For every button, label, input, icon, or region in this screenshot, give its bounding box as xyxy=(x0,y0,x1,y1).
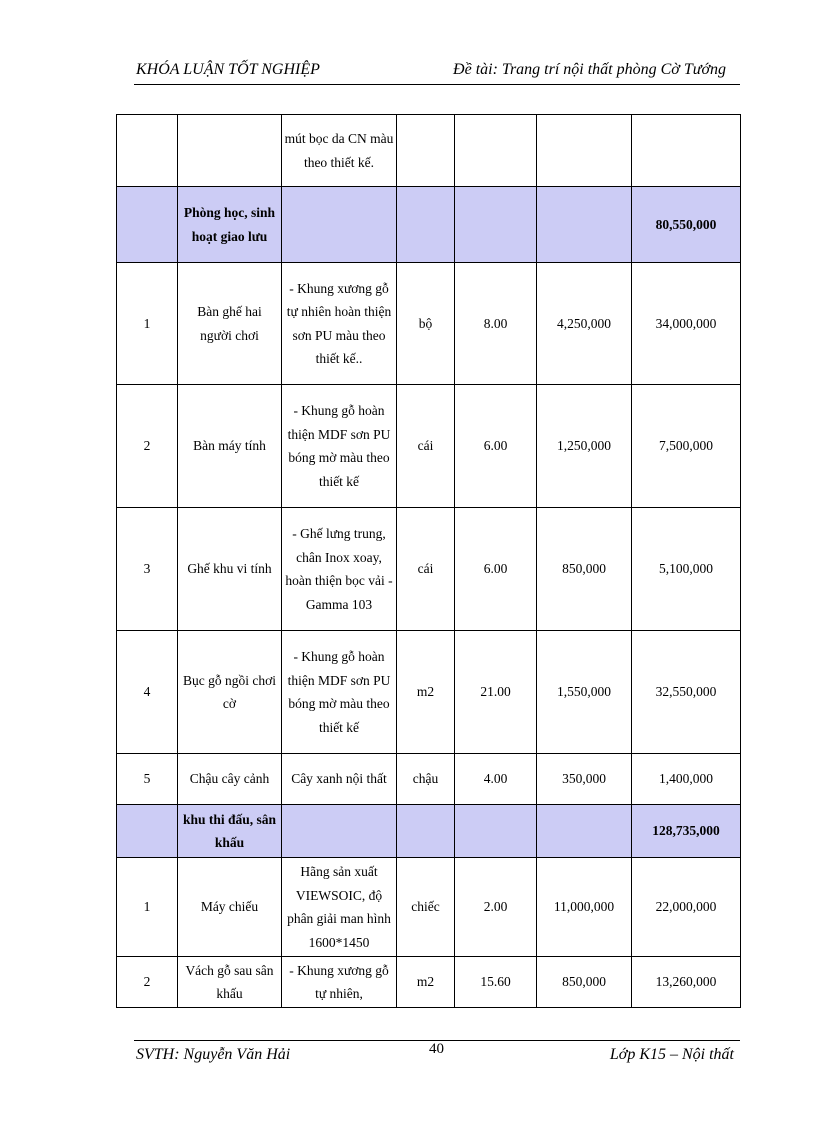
page-footer xyxy=(134,1040,740,1069)
cell-price: 4,250,000 xyxy=(537,263,632,385)
cell-unit: m2 xyxy=(397,631,455,754)
table-row xyxy=(117,631,741,754)
cell-price: 850,000 xyxy=(537,957,632,1008)
cell-name: Vách gỗ sau sân khấu xyxy=(178,957,282,1008)
cell-total: 1,400,000 xyxy=(632,754,741,805)
cell-no: 2 xyxy=(117,385,178,508)
cell-total: 34,000,000 xyxy=(632,263,741,385)
cell-no xyxy=(117,805,178,858)
cell-name: Chậu cây cảnh xyxy=(178,754,282,805)
cell-name: Bàn ghế hai người chơi xyxy=(178,263,282,385)
cell-qty: 15.60 xyxy=(455,957,537,1008)
cell-desc: - Ghế lưng trung, chân Inox xoay, hoàn thiện bọc vải - Gamma 103 xyxy=(282,508,397,631)
table-row xyxy=(117,385,741,508)
header-topic: Đề tài: Trang trí nội thất phòng Cờ Tướng xyxy=(453,61,726,78)
cell-price: 350,000 xyxy=(537,754,632,805)
cell-name: Phòng học, sinh hoạt giao lưu xyxy=(178,187,282,263)
cell-desc: - Khung gỗ hoàn thiện MDF sơn PU bóng mờ màu theo thiết kế xyxy=(282,631,397,754)
cell-price xyxy=(537,187,632,263)
cell-qty: 8.00 xyxy=(455,263,537,385)
cell-unit xyxy=(397,187,455,263)
cell-name: Bục gỗ ngồi chơi cờ xyxy=(178,631,282,754)
cell-total: 22,000,000 xyxy=(632,858,741,957)
cell-desc xyxy=(282,805,397,858)
cell-unit: chiếc xyxy=(397,858,455,957)
cell-qty xyxy=(455,187,537,263)
cell-price: 11,000,000 xyxy=(537,858,632,957)
cell-unit: cái xyxy=(397,508,455,631)
cell-total xyxy=(632,115,741,187)
table-row xyxy=(117,957,741,1008)
cell-desc: - Khung xương gỗ tự nhiên hoàn thiện sơn PU màu theo thiết kế.. xyxy=(282,263,397,385)
cell-price xyxy=(537,805,632,858)
cell-no xyxy=(117,115,178,187)
cell-name: khu thi đấu, sân khấu xyxy=(178,805,282,858)
footer-student: SVTH: Nguyễn Văn Hải xyxy=(136,1046,291,1063)
cell-desc: - Khung gỗ hoàn thiện MDF sơn PU bóng mờ màu theo thiết kế xyxy=(282,385,397,508)
cell-desc: mút bọc da CN màu theo thiết kế. xyxy=(282,115,397,187)
cell-qty xyxy=(455,115,537,187)
page-header xyxy=(134,58,740,85)
cell-total: 80,550,000 xyxy=(632,187,741,263)
cell-unit xyxy=(397,805,455,858)
cell-total: 5,100,000 xyxy=(632,508,741,631)
cell-desc xyxy=(282,187,397,263)
cell-unit xyxy=(397,115,455,187)
section-row xyxy=(117,805,741,858)
cell-qty: 4.00 xyxy=(455,754,537,805)
cell-name xyxy=(178,115,282,187)
footer-class: Lớp K15 – Nội thất xyxy=(609,1046,734,1063)
cell-no: 2 xyxy=(117,957,178,1008)
cost-table-body xyxy=(117,115,741,1008)
cell-total: 13,260,000 xyxy=(632,957,741,1008)
table-row xyxy=(117,263,741,385)
table-row xyxy=(117,508,741,631)
table-row xyxy=(117,115,741,187)
cell-name: Ghế khu vi tính xyxy=(178,508,282,631)
table-row xyxy=(117,858,741,957)
cell-no: 4 xyxy=(117,631,178,754)
cell-unit: chậu xyxy=(397,754,455,805)
cell-qty: 6.00 xyxy=(455,508,537,631)
cell-price: 850,000 xyxy=(537,508,632,631)
cell-desc: - Khung xương gỗ tự nhiên, xyxy=(282,957,397,1008)
cell-name: Bàn máy tính xyxy=(178,385,282,508)
cell-name: Máy chiếu xyxy=(178,858,282,957)
cell-price xyxy=(537,115,632,187)
cell-total: 128,735,000 xyxy=(632,805,741,858)
cell-no: 5 xyxy=(117,754,178,805)
cell-price: 1,250,000 xyxy=(537,385,632,508)
cell-unit: m2 xyxy=(397,957,455,1008)
cell-unit: bộ xyxy=(397,263,455,385)
cell-total: 32,550,000 xyxy=(632,631,741,754)
table-row xyxy=(117,754,741,805)
cell-qty: 6.00 xyxy=(455,385,537,508)
cell-qty: 2.00 xyxy=(455,858,537,957)
cell-no: 3 xyxy=(117,508,178,631)
cell-no: 1 xyxy=(117,858,178,957)
cell-qty xyxy=(455,805,537,858)
cell-no xyxy=(117,187,178,263)
section-row xyxy=(117,187,741,263)
page-number: 40 xyxy=(429,1041,444,1057)
cell-no: 1 xyxy=(117,263,178,385)
cell-desc: Cây xanh nội thất xyxy=(282,754,397,805)
cell-total: 7,500,000 xyxy=(632,385,741,508)
cell-unit: cái xyxy=(397,385,455,508)
cell-qty: 21.00 xyxy=(455,631,537,754)
cost-table xyxy=(116,114,741,1008)
header-thesis-label: KHÓA LUẬN TỐT NGHIỆP xyxy=(136,61,320,78)
cell-desc: Hãng sản xuất VIEWSOIC, độ phân giải man hình 1600*1450 xyxy=(282,858,397,957)
cell-price: 1,550,000 xyxy=(537,631,632,754)
